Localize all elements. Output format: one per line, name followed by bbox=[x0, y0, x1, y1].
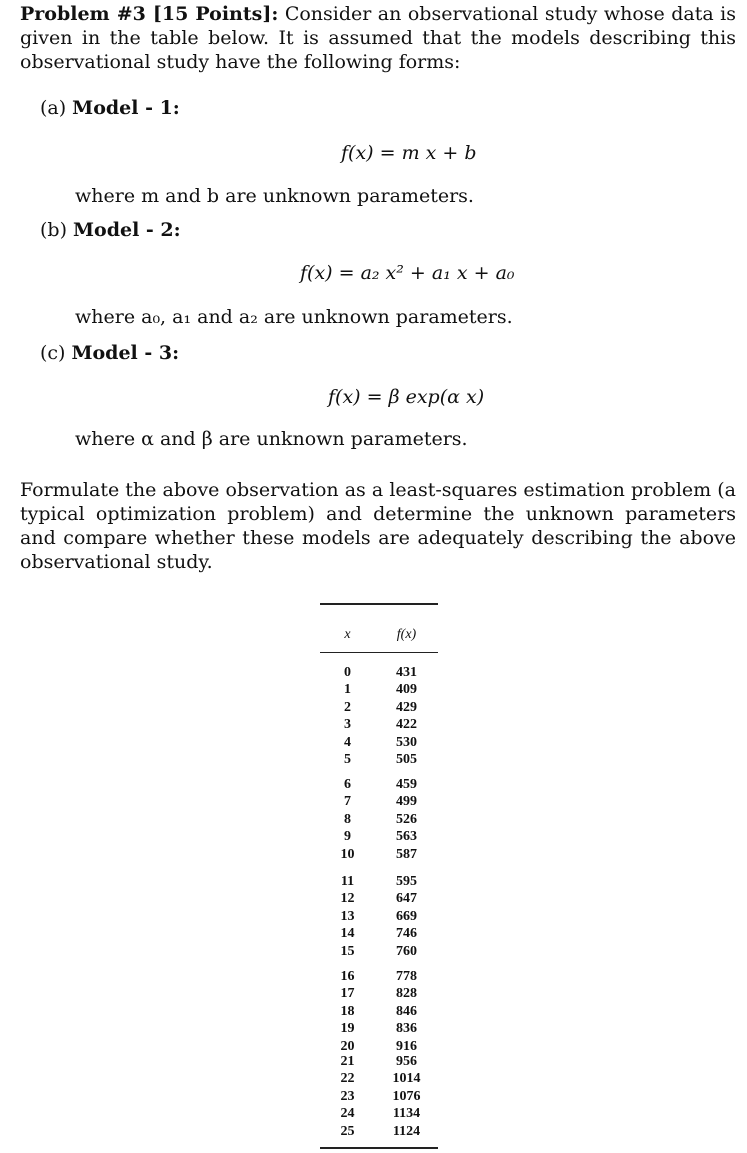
table-bottom-rule bbox=[320, 1147, 438, 1149]
model-1-label bbox=[40, 97, 180, 119]
cell-fx: 526 bbox=[396, 811, 417, 827]
model-1-formula: f(x) = m x + b bbox=[341, 142, 477, 164]
cell-x: 25 bbox=[340, 1123, 355, 1139]
cell-fx: 916 bbox=[396, 1038, 417, 1054]
model-3-where: where α and β are unknown parameters. bbox=[75, 428, 468, 450]
cell-fx: 956 bbox=[396, 1054, 417, 1069]
cell-fx: 530 bbox=[396, 734, 417, 750]
cell-fx: 1014 bbox=[392, 1071, 421, 1087]
cell-x: 16 bbox=[340, 969, 355, 984]
model-2-formula: f(x) = a₂ x² + a₁ x + a₀ bbox=[300, 262, 515, 284]
cell-x: 10 bbox=[340, 846, 355, 862]
model-3-label bbox=[40, 342, 179, 364]
model-2-name: Model - 2: bbox=[73, 219, 181, 241]
cell-fx: 499 bbox=[396, 794, 417, 810]
cell-fx: 595 bbox=[396, 874, 417, 889]
task-paragraph: Formulate the above observation as a least-squares estimation problem (a typical optimization problem) and determine the unknown parameters and compare whether these models are adequately describing the above observational study. bbox=[20, 479, 736, 573]
cell-x: 9 bbox=[344, 829, 351, 845]
problem-statement bbox=[20, 2, 736, 74]
cell-fx: 846 bbox=[396, 1003, 417, 1019]
cell-fx: 563 bbox=[396, 829, 417, 845]
cell-x: 7 bbox=[344, 794, 351, 810]
model-2-label bbox=[40, 219, 181, 241]
cell-x: 14 bbox=[340, 926, 355, 942]
cell-fx: 760 bbox=[396, 943, 417, 959]
model-3-formula: f(x) = β exp(α x) bbox=[328, 386, 485, 408]
model-2-where: where a₀, a₁ and a₂ are unknown parameters. bbox=[75, 306, 513, 328]
cell-x: 19 bbox=[340, 1021, 355, 1037]
problem-heading: Problem #3 [15 Points]: bbox=[20, 3, 279, 25]
cell-fx: 836 bbox=[396, 1021, 417, 1037]
cell-fx: 828 bbox=[396, 986, 417, 1002]
cell-x: 22 bbox=[340, 1071, 355, 1087]
cell-x: 15 bbox=[340, 943, 355, 959]
cell-fx: 459 bbox=[396, 777, 417, 792]
table-header-rule bbox=[320, 652, 438, 653]
cell-fx: 505 bbox=[396, 752, 417, 767]
model-1-name: Model - 1: bbox=[72, 97, 180, 119]
cell-x: 21 bbox=[340, 1054, 355, 1069]
header-fx: f(x) bbox=[396, 627, 417, 642]
model-3-letter: (c) bbox=[40, 342, 66, 364]
cell-fx: 409 bbox=[396, 682, 417, 698]
cell-fx: 647 bbox=[396, 891, 417, 907]
cell-x: 1 bbox=[344, 682, 351, 698]
cell-fx: 1124 bbox=[392, 1123, 421, 1139]
cell-x: 2 bbox=[344, 699, 351, 715]
cell-x: 24 bbox=[340, 1106, 355, 1122]
cell-x: 8 bbox=[344, 811, 351, 827]
cell-x: 3 bbox=[344, 717, 351, 733]
cell-x: 4 bbox=[344, 734, 351, 750]
cell-fx: 746 bbox=[396, 926, 417, 942]
cell-fx: 669 bbox=[396, 908, 417, 924]
cell-x: 17 bbox=[340, 986, 355, 1002]
model-1-letter: (a) bbox=[40, 97, 67, 119]
cell-x: 5 bbox=[344, 752, 351, 767]
table-top-rule bbox=[320, 603, 438, 605]
cell-x: 0 bbox=[344, 665, 351, 680]
header-x: x bbox=[344, 627, 351, 642]
cell-fx: 422 bbox=[396, 717, 417, 733]
cell-x: 20 bbox=[340, 1038, 355, 1054]
cell-fx: 778 bbox=[396, 969, 417, 984]
cell-fx: 1134 bbox=[392, 1106, 421, 1122]
cell-fx: 431 bbox=[396, 665, 417, 680]
model-2-letter: (b) bbox=[40, 219, 67, 241]
cell-x: 23 bbox=[340, 1088, 355, 1104]
cell-x: 6 bbox=[344, 777, 351, 792]
cell-fx: 429 bbox=[396, 699, 417, 715]
model-1-where: where m and b are unknown parameters. bbox=[75, 185, 474, 207]
cell-x: 11 bbox=[340, 874, 355, 889]
cell-x: 13 bbox=[340, 908, 355, 924]
problem-intro: Consider an observational study whose data is given in the table below. It is assumed that the models describing this observational study have the following forms: bbox=[20, 3, 736, 73]
cell-fx: 1076 bbox=[392, 1088, 421, 1104]
cell-x: 18 bbox=[340, 1003, 355, 1019]
cell-fx: 587 bbox=[396, 846, 417, 862]
cell-x: 12 bbox=[340, 891, 355, 907]
model-3-name: Model - 3: bbox=[71, 342, 180, 364]
